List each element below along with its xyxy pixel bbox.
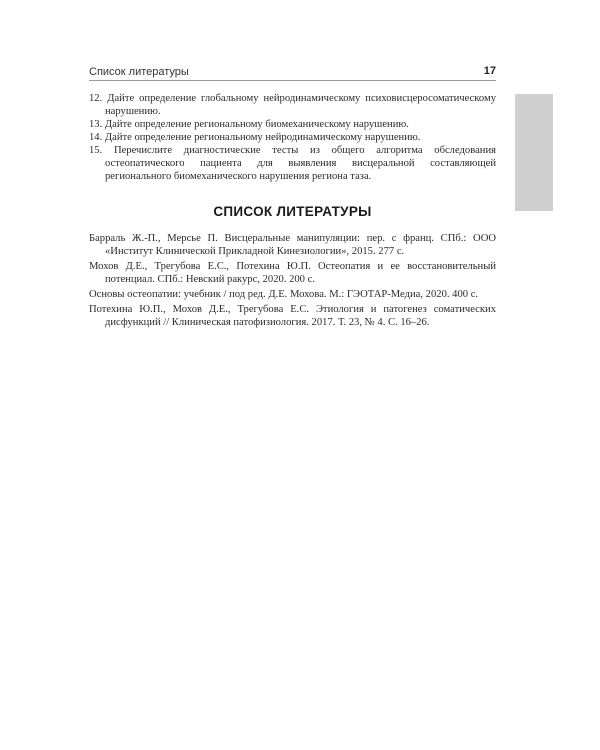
- chapter-thumb-tab: [515, 94, 553, 211]
- question-item: 15. Перечислите диагностические тесты из общего алгоритма обследования остеопатического пациента для выявления висцеральной составляющей регионального биомеханического нарушения региона таза.: [89, 145, 496, 182]
- header-title: Список литературы: [89, 66, 189, 78]
- question-item: 13. Дайте определение региональному биомеханическому нарушению.: [89, 119, 409, 130]
- reference-list: [89, 232, 496, 329]
- question-item: 14. Дайте определение региональному нейродинамическому нарушению.: [89, 132, 421, 143]
- page-number: 17: [483, 65, 496, 77]
- reference-item: Основы остеопатии: учебник / под ред. Д.Е. Мохова. М.: ГЭОТАР-Медиа, 2020. 400 с.: [89, 289, 479, 300]
- reference-item: Потехина Ю.П., Мохов Д.Е., Трегубова Е.С. Этиология и патогенез соматических дисфункций // Клиническая патофизиология. 2017. Т. 23, № 4. С. 16–26.: [89, 304, 496, 328]
- page-content: [89, 92, 496, 331]
- section-title: СПИСОК ЛИТЕРАТУРЫ: [213, 204, 372, 219]
- question-item: 12. Дайте определение глобальному нейродинамическому психовисцеросоматическому нарушению.: [89, 93, 496, 117]
- question-list: [89, 92, 496, 183]
- reference-item: Барраль Ж.-П., Мерсье П. Висцеральные манипуляции: пер. с франц. СПб.: ООО «Институт Клинической Прикладной Кинезиологии», 2015. 277 с.: [89, 233, 496, 257]
- running-header: [89, 66, 496, 81]
- reference-item: Мохов Д.Е., Трегубова Е.С., Потехина Ю.П. Остеопатия и ее восстановительный потенциал. СПб.: Невский ракурс, 2020. 200 с.: [89, 261, 496, 285]
